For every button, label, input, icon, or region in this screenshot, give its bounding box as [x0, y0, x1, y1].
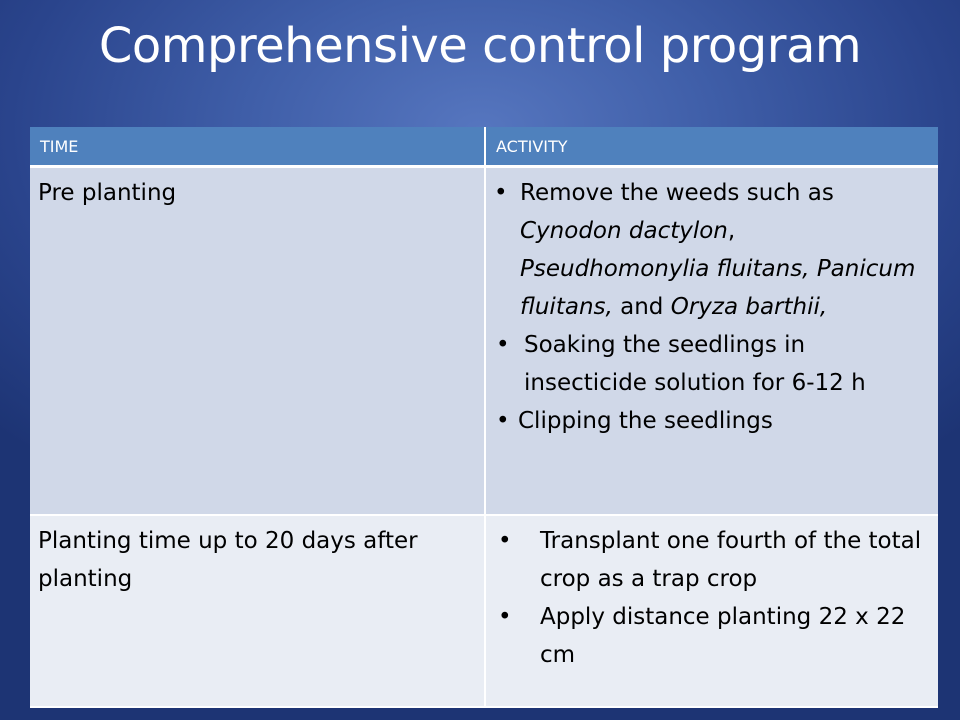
activity-text: Remove the weeds such as: [520, 180, 834, 206]
control-program-table: [30, 127, 938, 708]
activity-text: Transplant one fourth of the total crop as a trap crop: [540, 528, 922, 592]
table-row-planting-time: [30, 515, 938, 707]
bullet-icon: •: [496, 332, 510, 358]
activity-cell: [485, 167, 938, 516]
weed-name: Oryza barthii,: [670, 294, 828, 320]
activity-item: [494, 402, 930, 440]
activity-item: [494, 326, 930, 402]
bullet-icon: •: [494, 180, 508, 206]
bullet-icon: •: [498, 528, 512, 554]
activity-item: [494, 598, 930, 674]
bullet-icon: •: [498, 604, 512, 630]
activity-item: [494, 174, 930, 326]
activity-text: Apply distance planting 22 x 22 cm: [540, 604, 906, 668]
weed-name: Cynodon dactylon: [520, 218, 728, 244]
activity-text: Soaking the seedlings in insecticide solution for 6-12 h: [524, 332, 866, 396]
table-row-pre-planting: [30, 167, 938, 516]
time-cell: Pre planting: [30, 167, 485, 516]
activity-cell: [485, 515, 938, 707]
bullet-icon: •: [496, 408, 510, 434]
activity-text: Clipping the seedlings: [518, 408, 773, 434]
weed-name: Panicum fluitans,: [520, 256, 916, 320]
activity-item: [494, 522, 930, 598]
time-cell: Planting time up to 20 days after planting: [30, 515, 485, 707]
slide-title: Comprehensive control program: [98, 18, 862, 74]
weed-name: Pseudhomonylia fluitans,: [520, 256, 810, 282]
header-time: TIME: [30, 127, 485, 167]
activity-text: [810, 256, 817, 282]
header-activity: ACTIVITY: [485, 127, 938, 167]
activity-list: [494, 522, 930, 674]
activity-list: [494, 174, 930, 440]
activity-text: ,: [727, 218, 736, 244]
activity-text: and: [612, 294, 671, 320]
table-header-row: [30, 127, 938, 167]
